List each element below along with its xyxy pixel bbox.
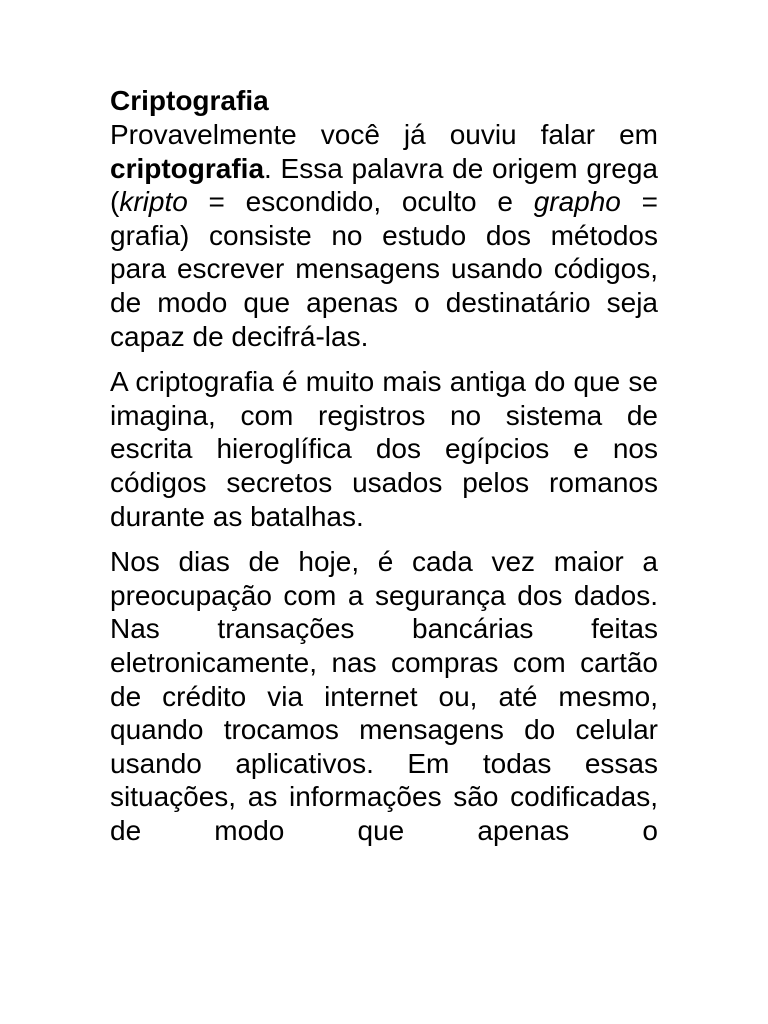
- intro-text-3: = escondido, oculto e: [187, 186, 534, 218]
- intro-italic-kripto: kripto: [119, 186, 188, 218]
- paragraph-history: A criptografia é muito mais antiga do que se imagina, com registros no sistema de escrita hieroglífica dos egípcios e nos códigos secretos usados pelos romanos durante as batalhas.: [110, 366, 658, 532]
- intro-text-2: . Essa palavra de origem grega (: [110, 152, 658, 218]
- intro-bold-term: criptografia: [110, 152, 265, 184]
- document-title: Criptografia: [110, 85, 269, 116]
- paragraph-intro: [110, 118, 658, 353]
- document-page: [110, 84, 658, 1014]
- intro-text-1: Provavelmente você já ouviu falar em: [110, 119, 658, 150]
- intro-text-4: = grafia) consiste no estudo dos métodos para escrever mensagens usando códigos, de modo que apenas o destinatário seja capaz de decifrá-las.: [110, 186, 658, 352]
- intro-italic-grapho: grapho: [533, 186, 621, 218]
- paragraph-today: Nos dias de hoje, é cada vez maior a preocupação com a segurança dos dados. Nas transações bancárias feitas eletronicamente, nas compras com cartão de crédito via internet ou, até mesmo, quando trocamos mensagens do celular usando aplicativos. Em todas essas situações, as informações são codificadas, de modo que apenas o: [110, 546, 658, 846]
